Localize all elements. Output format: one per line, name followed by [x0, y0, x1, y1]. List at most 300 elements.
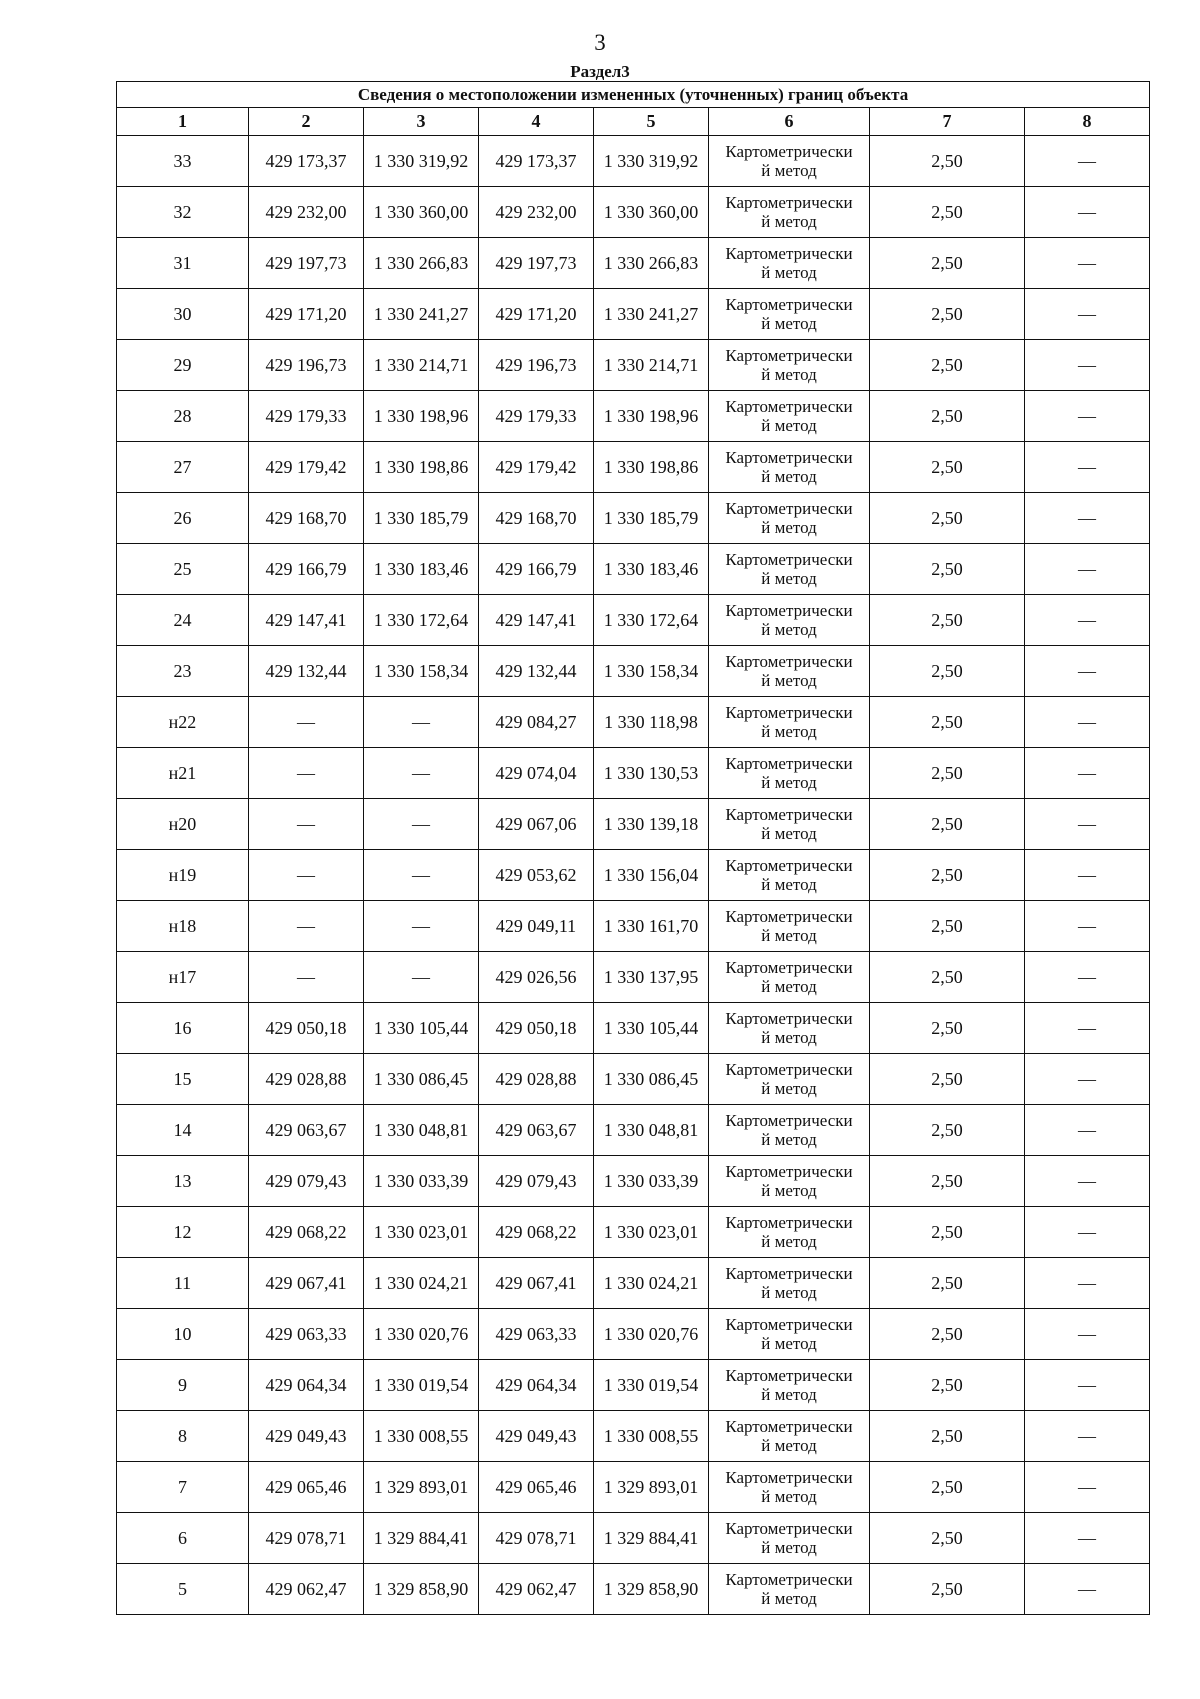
old-y-cell: 1 330 198,86 — [364, 442, 479, 493]
method-text-line: Картометрически — [725, 958, 853, 977]
table-row — [117, 289, 1150, 340]
new-x-cell: 429 062,47 — [479, 1564, 594, 1615]
new-y-cell: 1 330 172,64 — [594, 595, 709, 646]
table-row — [117, 1309, 1150, 1360]
description-cell: — — [1025, 493, 1150, 544]
accuracy-cell: 2,50 — [870, 697, 1025, 748]
description-cell: — — [1025, 544, 1150, 595]
point-number-cell: н21 — [117, 748, 249, 799]
new-y-cell: 1 330 086,45 — [594, 1054, 709, 1105]
point-number-cell: н19 — [117, 850, 249, 901]
method-cell — [709, 289, 870, 340]
method-text-line: Картометрически — [725, 1111, 853, 1130]
new-x-cell: 429 026,56 — [479, 952, 594, 1003]
method-text-line: й метод — [761, 1079, 817, 1098]
method-text-line: Картометрически — [725, 805, 853, 824]
description-cell: — — [1025, 1360, 1150, 1411]
method-text-line: Картометрически — [725, 499, 853, 518]
new-y-cell: 1 330 198,96 — [594, 391, 709, 442]
method-cell — [709, 1258, 870, 1309]
accuracy-cell: 2,50 — [870, 1411, 1025, 1462]
description-cell: — — [1025, 748, 1150, 799]
description-cell: — — [1025, 289, 1150, 340]
new-x-cell: 429 173,37 — [479, 136, 594, 187]
column-number-3: 3 — [364, 108, 479, 136]
new-x-cell: 429 084,27 — [479, 697, 594, 748]
point-number-cell: 12 — [117, 1207, 249, 1258]
table-row — [117, 238, 1150, 289]
description-cell: — — [1025, 1258, 1150, 1309]
method-text-line: Картометрически — [725, 1570, 853, 1589]
method-text-line: Картометрически — [725, 652, 853, 671]
table-row — [117, 1513, 1150, 1564]
accuracy-cell: 2,50 — [870, 595, 1025, 646]
method-cell — [709, 1105, 870, 1156]
new-x-cell: 429 179,33 — [479, 391, 594, 442]
point-number-cell: 27 — [117, 442, 249, 493]
table-row — [117, 544, 1150, 595]
old-x-cell: 429 028,88 — [249, 1054, 364, 1105]
point-number-cell: 28 — [117, 391, 249, 442]
old-y-cell: 1 330 158,34 — [364, 646, 479, 697]
method-cell — [709, 1360, 870, 1411]
description-cell: — — [1025, 1309, 1150, 1360]
accuracy-cell: 2,50 — [870, 544, 1025, 595]
method-text-line: Картометрически — [725, 1213, 853, 1232]
new-x-cell: 429 132,44 — [479, 646, 594, 697]
description-cell: — — [1025, 1564, 1150, 1615]
point-number-cell: 23 — [117, 646, 249, 697]
new-x-cell: 429 078,71 — [479, 1513, 594, 1564]
accuracy-cell: 2,50 — [870, 1207, 1025, 1258]
method-text-line: Картометрически — [725, 601, 853, 620]
accuracy-cell: 2,50 — [870, 952, 1025, 1003]
description-cell: — — [1025, 187, 1150, 238]
point-number-cell: 13 — [117, 1156, 249, 1207]
point-number-cell: 9 — [117, 1360, 249, 1411]
old-y-cell: — — [364, 748, 479, 799]
method-text-line: й метод — [761, 773, 817, 792]
new-x-cell: 429 147,41 — [479, 595, 594, 646]
old-y-cell: 1 330 360,00 — [364, 187, 479, 238]
accuracy-cell: 2,50 — [870, 1564, 1025, 1615]
table-row — [117, 1105, 1150, 1156]
method-text-line: й метод — [761, 1334, 817, 1353]
table-row — [117, 748, 1150, 799]
description-cell: — — [1025, 901, 1150, 952]
method-cell — [709, 391, 870, 442]
method-text-line: й метод — [761, 1130, 817, 1149]
accuracy-cell: 2,50 — [870, 646, 1025, 697]
new-x-cell: 429 179,42 — [479, 442, 594, 493]
description-cell: — — [1025, 1003, 1150, 1054]
new-x-cell: 429 074,04 — [479, 748, 594, 799]
method-text-line: Картометрически — [725, 1417, 853, 1436]
old-x-cell: 429 068,22 — [249, 1207, 364, 1258]
old-x-cell: 429 065,46 — [249, 1462, 364, 1513]
table-row — [117, 697, 1150, 748]
old-x-cell: 429 078,71 — [249, 1513, 364, 1564]
method-text-line: й метод — [761, 467, 817, 486]
method-cell — [709, 1411, 870, 1462]
accuracy-cell: 2,50 — [870, 901, 1025, 952]
new-x-cell: 429 171,20 — [479, 289, 594, 340]
method-text-line: Картометрически — [725, 448, 853, 467]
method-cell — [709, 340, 870, 391]
table-row — [117, 391, 1150, 442]
method-text-line: й метод — [761, 161, 817, 180]
accuracy-cell: 2,50 — [870, 289, 1025, 340]
method-text-line: й метод — [761, 314, 817, 333]
method-text-line: й метод — [761, 1283, 817, 1302]
table-row — [117, 1054, 1150, 1105]
old-y-cell: 1 330 241,27 — [364, 289, 479, 340]
description-cell: — — [1025, 238, 1150, 289]
new-y-cell: 1 330 137,95 — [594, 952, 709, 1003]
new-y-cell: 1 330 360,00 — [594, 187, 709, 238]
old-x-cell: 429 050,18 — [249, 1003, 364, 1054]
table-row — [117, 1462, 1150, 1513]
old-y-cell: — — [364, 901, 479, 952]
table-row — [117, 1207, 1150, 1258]
old-x-cell: 429 067,41 — [249, 1258, 364, 1309]
old-x-cell: 429 166,79 — [249, 544, 364, 595]
point-number-cell: 10 — [117, 1309, 249, 1360]
table-row — [117, 442, 1150, 493]
table-row — [117, 187, 1150, 238]
description-cell: — — [1025, 1054, 1150, 1105]
old-y-cell: 1 330 183,46 — [364, 544, 479, 595]
point-number-cell: 8 — [117, 1411, 249, 1462]
point-number-cell: 24 — [117, 595, 249, 646]
new-x-cell: 429 028,88 — [479, 1054, 594, 1105]
method-text-line: Картометрически — [725, 244, 853, 263]
column-number-8: 8 — [1025, 108, 1150, 136]
table-row — [117, 901, 1150, 952]
new-x-cell: 429 166,79 — [479, 544, 594, 595]
method-cell — [709, 493, 870, 544]
new-y-cell: 1 330 319,92 — [594, 136, 709, 187]
method-text-line: й метод — [761, 875, 817, 894]
method-cell — [709, 646, 870, 697]
method-cell — [709, 1054, 870, 1105]
method-text-line: Картометрически — [725, 856, 853, 875]
old-x-cell: 429 049,43 — [249, 1411, 364, 1462]
old-x-cell: 429 179,42 — [249, 442, 364, 493]
point-number-cell: н18 — [117, 901, 249, 952]
new-y-cell: 1 330 241,27 — [594, 289, 709, 340]
method-cell — [709, 1564, 870, 1615]
old-y-cell: 1 330 185,79 — [364, 493, 479, 544]
old-x-cell: — — [249, 748, 364, 799]
column-number-2: 2 — [249, 108, 364, 136]
old-y-cell: 1 330 105,44 — [364, 1003, 479, 1054]
method-text-line: й метод — [761, 416, 817, 435]
method-text-line: й метод — [761, 824, 817, 843]
old-x-cell: 429 168,70 — [249, 493, 364, 544]
point-number-cell: 16 — [117, 1003, 249, 1054]
point-number-cell: н20 — [117, 799, 249, 850]
method-cell — [709, 748, 870, 799]
point-number-cell: 15 — [117, 1054, 249, 1105]
new-y-cell: 1 330 183,46 — [594, 544, 709, 595]
point-number-cell: 11 — [117, 1258, 249, 1309]
point-number-cell: 29 — [117, 340, 249, 391]
method-cell — [709, 799, 870, 850]
method-text-line: й метод — [761, 1589, 817, 1608]
new-x-cell: 429 053,62 — [479, 850, 594, 901]
old-x-cell: — — [249, 799, 364, 850]
accuracy-cell: 2,50 — [870, 1258, 1025, 1309]
accuracy-cell: 2,50 — [870, 1054, 1025, 1105]
method-cell — [709, 238, 870, 289]
method-text-line: Картометрически — [725, 703, 853, 722]
method-text-line: Картометрически — [725, 1366, 853, 1385]
description-cell: — — [1025, 136, 1150, 187]
new-y-cell: 1 330 214,71 — [594, 340, 709, 391]
table-body — [117, 136, 1150, 1615]
method-text-line: Картометрически — [725, 193, 853, 212]
method-cell — [709, 901, 870, 952]
description-cell: — — [1025, 1207, 1150, 1258]
method-cell — [709, 1513, 870, 1564]
old-y-cell: 1 329 858,90 — [364, 1564, 479, 1615]
method-text-line: Картометрически — [725, 1264, 853, 1283]
old-y-cell: 1 330 033,39 — [364, 1156, 479, 1207]
method-text-line: й метод — [761, 722, 817, 741]
method-text-line: Картометрически — [725, 142, 853, 161]
new-y-cell: 1 329 893,01 — [594, 1462, 709, 1513]
new-y-cell: 1 330 158,34 — [594, 646, 709, 697]
description-cell: — — [1025, 1462, 1150, 1513]
new-y-cell: 1 330 156,04 — [594, 850, 709, 901]
method-cell — [709, 1462, 870, 1513]
old-x-cell: — — [249, 697, 364, 748]
method-text-line: й метод — [761, 1028, 817, 1047]
table-title: Сведения о местоположении измененных (уточненных) границ объекта — [117, 82, 1150, 108]
method-cell — [709, 1207, 870, 1258]
point-number-cell: 5 — [117, 1564, 249, 1615]
new-y-cell: 1 330 019,54 — [594, 1360, 709, 1411]
table-row — [117, 136, 1150, 187]
old-x-cell: 429 232,00 — [249, 187, 364, 238]
accuracy-cell: 2,50 — [870, 1156, 1025, 1207]
accuracy-cell: 2,50 — [870, 136, 1025, 187]
column-number-5: 5 — [594, 108, 709, 136]
method-text-line: Картометрически — [725, 397, 853, 416]
point-number-cell: 25 — [117, 544, 249, 595]
method-cell — [709, 850, 870, 901]
old-x-cell: 429 171,20 — [249, 289, 364, 340]
table-row — [117, 340, 1150, 391]
new-x-cell: 429 049,11 — [479, 901, 594, 952]
old-x-cell: 429 147,41 — [249, 595, 364, 646]
old-y-cell: 1 329 884,41 — [364, 1513, 479, 1564]
new-x-cell: 429 067,41 — [479, 1258, 594, 1309]
old-x-cell: 429 079,43 — [249, 1156, 364, 1207]
column-numbers-row — [117, 108, 1150, 136]
new-y-cell: 1 330 139,18 — [594, 799, 709, 850]
accuracy-cell: 2,50 — [870, 1360, 1025, 1411]
accuracy-cell: 2,50 — [870, 1462, 1025, 1513]
point-number-cell: 32 — [117, 187, 249, 238]
method-text-line: й метод — [761, 977, 817, 996]
description-cell: — — [1025, 952, 1150, 1003]
old-x-cell: — — [249, 850, 364, 901]
new-x-cell: 429 196,73 — [479, 340, 594, 391]
new-y-cell: 1 330 130,53 — [594, 748, 709, 799]
new-y-cell: 1 329 858,90 — [594, 1564, 709, 1615]
new-y-cell: 1 330 048,81 — [594, 1105, 709, 1156]
old-x-cell: 429 062,47 — [249, 1564, 364, 1615]
method-text-line: Картометрически — [725, 907, 853, 926]
point-number-cell: 6 — [117, 1513, 249, 1564]
method-cell — [709, 442, 870, 493]
new-y-cell: 1 330 266,83 — [594, 238, 709, 289]
table-row — [117, 850, 1150, 901]
new-x-cell: 429 050,18 — [479, 1003, 594, 1054]
method-text-line: й метод — [761, 569, 817, 588]
new-x-cell: 429 063,67 — [479, 1105, 594, 1156]
new-y-cell: 1 330 118,98 — [594, 697, 709, 748]
method-cell — [709, 1003, 870, 1054]
method-text-line: Картометрически — [725, 1162, 853, 1181]
method-text-line: й метод — [761, 1232, 817, 1251]
method-cell — [709, 544, 870, 595]
method-text-line: й метод — [761, 1181, 817, 1200]
new-x-cell: 429 049,43 — [479, 1411, 594, 1462]
old-y-cell: — — [364, 850, 479, 901]
method-text-line: Картометрически — [725, 1315, 853, 1334]
accuracy-cell: 2,50 — [870, 391, 1025, 442]
description-cell: — — [1025, 595, 1150, 646]
new-y-cell: 1 330 008,55 — [594, 1411, 709, 1462]
method-cell — [709, 1309, 870, 1360]
description-cell: — — [1025, 1411, 1150, 1462]
column-number-1: 1 — [117, 108, 249, 136]
method-text-line: й метод — [761, 1385, 817, 1404]
description-cell: — — [1025, 442, 1150, 493]
accuracy-cell: 2,50 — [870, 340, 1025, 391]
method-cell — [709, 1156, 870, 1207]
table-row — [117, 1411, 1150, 1462]
new-y-cell: 1 330 024,21 — [594, 1258, 709, 1309]
old-x-cell: 429 197,73 — [249, 238, 364, 289]
new-x-cell: 429 065,46 — [479, 1462, 594, 1513]
old-y-cell: 1 330 172,64 — [364, 595, 479, 646]
method-text-line: й метод — [761, 212, 817, 231]
old-y-cell: — — [364, 799, 479, 850]
new-y-cell: 1 330 020,76 — [594, 1309, 709, 1360]
accuracy-cell: 2,50 — [870, 850, 1025, 901]
boundary-coordinates-table — [116, 81, 1150, 1615]
new-x-cell: 429 067,06 — [479, 799, 594, 850]
method-cell — [709, 952, 870, 1003]
old-y-cell: — — [364, 697, 479, 748]
method-text-line: й метод — [761, 1538, 817, 1557]
point-number-cell: 14 — [117, 1105, 249, 1156]
old-y-cell: 1 330 048,81 — [364, 1105, 479, 1156]
new-x-cell: 429 068,22 — [479, 1207, 594, 1258]
method-text-line: Картометрически — [725, 1519, 853, 1538]
accuracy-cell: 2,50 — [870, 187, 1025, 238]
new-x-cell: 429 064,34 — [479, 1360, 594, 1411]
old-y-cell: 1 330 086,45 — [364, 1054, 479, 1105]
column-number-6: 6 — [709, 108, 870, 136]
method-cell — [709, 595, 870, 646]
column-number-4: 4 — [479, 108, 594, 136]
new-x-cell: 429 197,73 — [479, 238, 594, 289]
description-cell: — — [1025, 1513, 1150, 1564]
accuracy-cell: 2,50 — [870, 493, 1025, 544]
new-x-cell: 429 232,00 — [479, 187, 594, 238]
method-cell — [709, 697, 870, 748]
table-row — [117, 952, 1150, 1003]
accuracy-cell: 2,50 — [870, 442, 1025, 493]
old-x-cell: 429 173,37 — [249, 136, 364, 187]
old-y-cell: 1 330 020,76 — [364, 1309, 479, 1360]
accuracy-cell: 2,50 — [870, 1105, 1025, 1156]
old-y-cell: 1 329 893,01 — [364, 1462, 479, 1513]
table-row — [117, 1258, 1150, 1309]
description-cell: — — [1025, 391, 1150, 442]
table-row — [117, 595, 1150, 646]
point-number-cell: 7 — [117, 1462, 249, 1513]
new-x-cell: 429 063,33 — [479, 1309, 594, 1360]
accuracy-cell: 2,50 — [870, 1513, 1025, 1564]
description-cell: — — [1025, 697, 1150, 748]
old-y-cell: 1 330 024,21 — [364, 1258, 479, 1309]
old-x-cell: 429 132,44 — [249, 646, 364, 697]
method-text-line: Картометрически — [725, 1060, 853, 1079]
method-text-line: й метод — [761, 1487, 817, 1506]
table-row — [117, 646, 1150, 697]
point-number-cell: н17 — [117, 952, 249, 1003]
old-x-cell: 429 063,33 — [249, 1309, 364, 1360]
table-row — [117, 799, 1150, 850]
new-y-cell: 1 330 033,39 — [594, 1156, 709, 1207]
method-text-line: Картометрически — [725, 346, 853, 365]
new-y-cell: 1 329 884,41 — [594, 1513, 709, 1564]
table-row — [117, 1564, 1150, 1615]
new-y-cell: 1 330 161,70 — [594, 901, 709, 952]
old-x-cell: — — [249, 901, 364, 952]
old-x-cell: 429 063,67 — [249, 1105, 364, 1156]
description-cell: — — [1025, 1105, 1150, 1156]
method-text-line: Картометрически — [725, 295, 853, 314]
description-cell: — — [1025, 850, 1150, 901]
old-y-cell: 1 330 198,96 — [364, 391, 479, 442]
description-cell: — — [1025, 646, 1150, 697]
old-x-cell: 429 179,33 — [249, 391, 364, 442]
section-label: Раздел3 — [570, 62, 630, 81]
point-number-cell: н22 — [117, 697, 249, 748]
point-number-cell: 33 — [117, 136, 249, 187]
point-number-cell: 31 — [117, 238, 249, 289]
accuracy-cell: 2,50 — [870, 799, 1025, 850]
method-text-line: й метод — [761, 926, 817, 945]
column-number-7: 7 — [870, 108, 1025, 136]
old-y-cell: 1 330 214,71 — [364, 340, 479, 391]
new-x-cell: 429 079,43 — [479, 1156, 594, 1207]
new-x-cell: 429 168,70 — [479, 493, 594, 544]
method-text-line: й метод — [761, 671, 817, 690]
method-cell — [709, 136, 870, 187]
point-number-cell: 30 — [117, 289, 249, 340]
accuracy-cell: 2,50 — [870, 748, 1025, 799]
new-y-cell: 1 330 198,86 — [594, 442, 709, 493]
table-row — [117, 1360, 1150, 1411]
